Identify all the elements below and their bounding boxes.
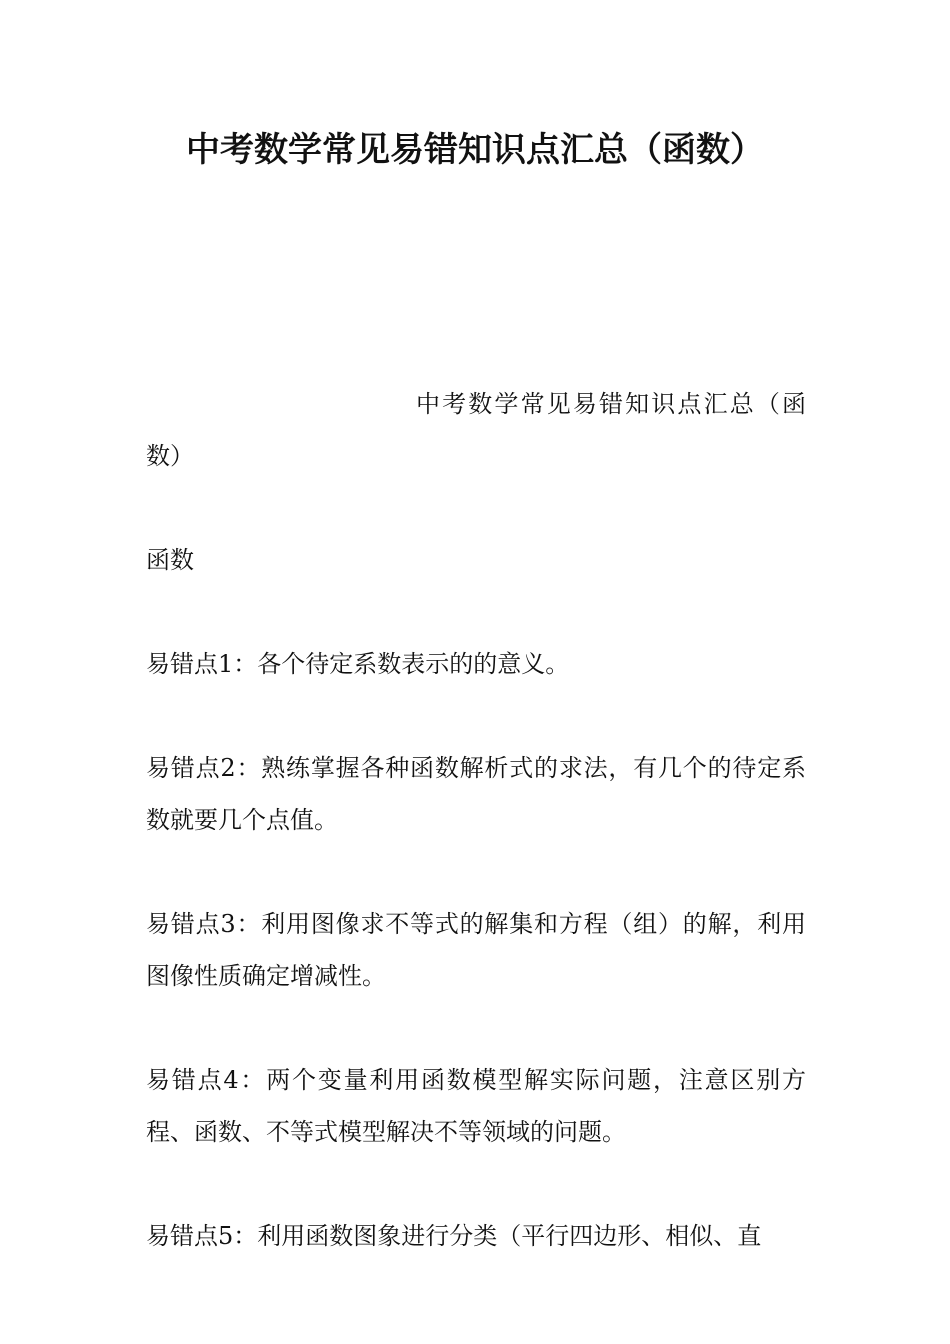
error-point-3: 易错点3：利用图像求不等式的解集和方程（组）的解，利用图像性质确定增减性。 — [146, 910, 806, 990]
section-heading: 函数 — [146, 546, 194, 574]
document-title: 中考数学常见易错知识点汇总（函数） — [186, 130, 764, 170]
document-body — [146, 378, 806, 1314]
error-point-5: 易错点5：利用函数图象进行分类（平行四边形、相似、直 — [146, 1222, 762, 1250]
error-point-2: 易错点2：熟练掌握各种函数解析式的求法，有几个的待定系数就要几个点值。 — [146, 754, 806, 834]
error-point-1: 易错点1：各个待定系数表示的的意义。 — [146, 650, 570, 678]
error-point-4: 易错点4：两个变量利用函数模型解实际问题，注意区别方程、函数、不等式模型解决不等领域的问题。 — [146, 1066, 806, 1146]
subtitle-paragraph: 中考数学常见易错知识点汇总（函数） — [146, 390, 806, 470]
